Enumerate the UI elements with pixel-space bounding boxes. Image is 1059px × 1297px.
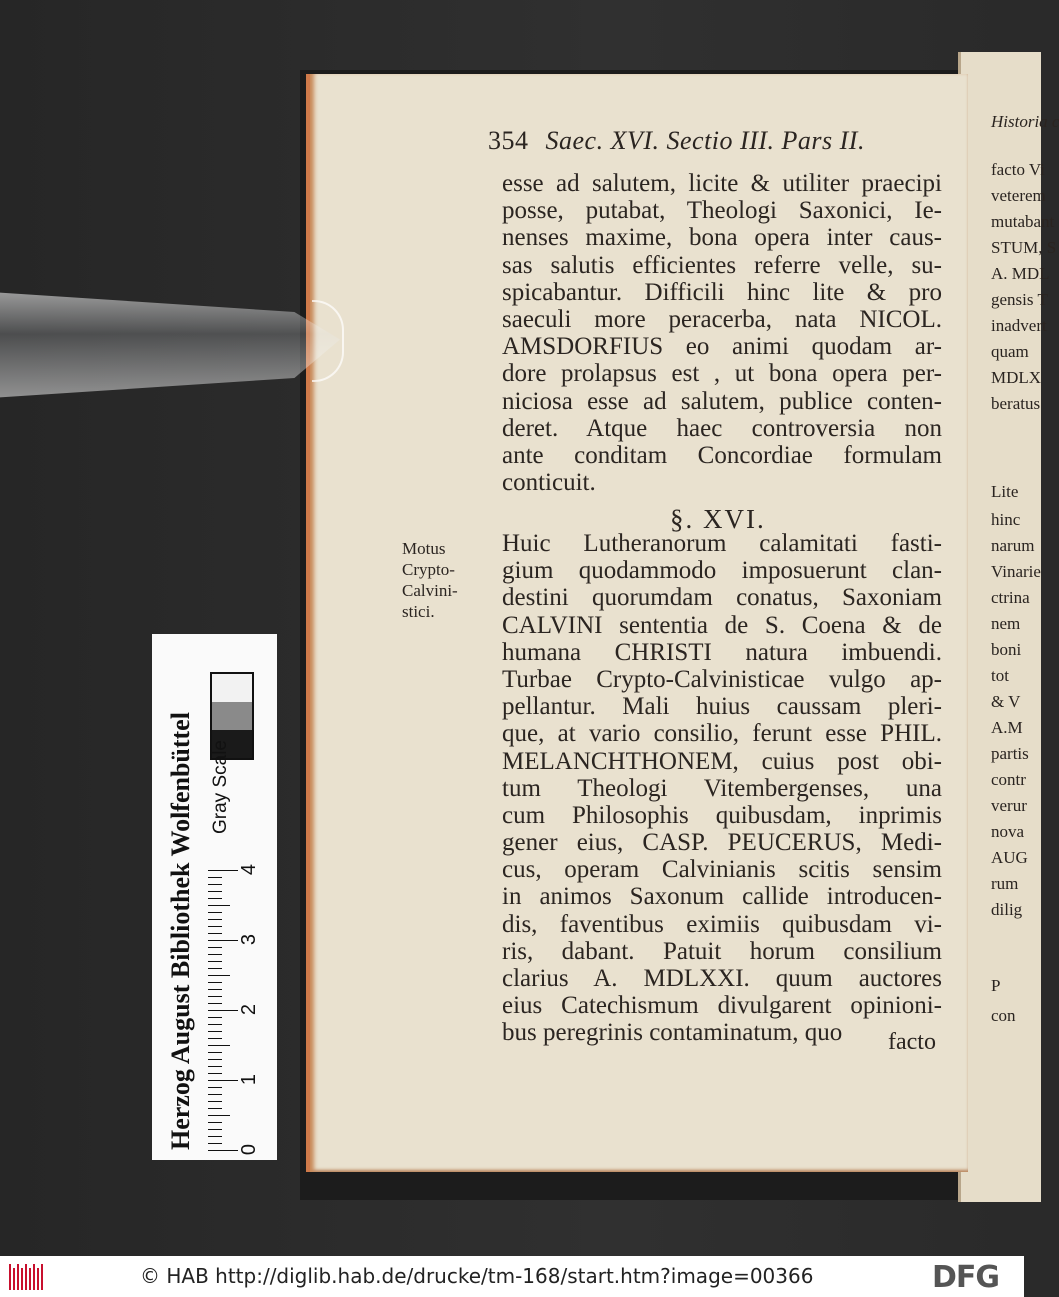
- ruler: [208, 864, 268, 1154]
- logo-bar: [25, 1264, 27, 1290]
- facing-page-fragment: dilig: [991, 900, 1023, 919]
- ruler-number: 3: [238, 933, 261, 946]
- margin-note: [402, 538, 458, 622]
- glass-plate: [0, 290, 340, 400]
- ruler-tick: [208, 989, 222, 990]
- ruler-tick: [208, 1094, 222, 1095]
- logo-bar: [9, 1264, 11, 1290]
- text-line: MELANCHTHONEM, cuius post obi-: [502, 747, 942, 775]
- ruler-tick: [208, 1024, 222, 1025]
- facing-page-fragment: nova: [991, 822, 1025, 841]
- ruler-tick: [208, 1066, 222, 1067]
- facing-page-fragment: con: [991, 1006, 1016, 1025]
- text-line: dis, faventibus eximiis quibusdam vi-: [502, 910, 942, 938]
- facing-page-fragment: ctrina: [991, 588, 1030, 607]
- facing-page-fragment: boni: [991, 640, 1022, 659]
- text-line: cus, operam Calvinianis scitis sensim: [502, 856, 942, 884]
- facing-page: [958, 52, 1059, 1202]
- text-line: spicabantur. Difficili hinc lite & pro: [502, 278, 942, 306]
- ruler-tick: [208, 1031, 222, 1032]
- facing-page-fragment: gensis T: [991, 290, 1048, 309]
- facing-page-fragment: Historia c: [991, 112, 1059, 131]
- text-line: humana CHRISTI natura imbuendi.: [502, 638, 942, 666]
- facing-page-fragment: MDLX: [991, 368, 1042, 387]
- ruler-tick: [208, 1087, 222, 1088]
- text-line: gener eius, CASP. PEUCERUS, Medi-: [502, 829, 942, 857]
- footer-bar: [0, 1256, 1024, 1297]
- facing-page-fragment: quam: [991, 342, 1029, 361]
- facing-page-fragment: nem: [991, 614, 1021, 633]
- ruler-tick: [208, 982, 222, 983]
- facing-page-fragment: facto Vi: [991, 160, 1045, 179]
- text-line: que, at vario consilio, ferunt esse PHIL.: [502, 720, 942, 748]
- text-line: CALVINI sententia de S. Coena & de: [502, 611, 942, 639]
- text-line: tum Theologi Vitembergenses, una: [502, 774, 942, 802]
- logo-bar: [41, 1264, 43, 1290]
- scale-card-title: Herzog August Bibliothek Wolfenbüttel: [166, 712, 195, 1150]
- facing-page-fragment: veterem: [991, 186, 1046, 205]
- ruler-tick: [208, 1080, 238, 1081]
- dfg-logo: DFG: [932, 1260, 1000, 1295]
- ruler-tick: [208, 919, 222, 920]
- ruler-tick: [208, 884, 222, 885]
- text-line: esse ad salutem, licite & utiliter praecipi: [502, 170, 942, 197]
- ruler-tick: [208, 1136, 222, 1137]
- text-block-part2: [502, 530, 942, 1047]
- ruler-tick: [208, 1003, 222, 1004]
- scale-card-subtitle: Gray Scale: [210, 740, 231, 834]
- ruler-tick: [208, 933, 222, 934]
- text-line: pellantur. Mali huius caussam pleri-: [502, 693, 942, 721]
- ruler-tick: [208, 1073, 222, 1074]
- ruler-number: 1: [238, 1073, 261, 1086]
- ruler-tick: [208, 898, 222, 899]
- facing-page-fragment: AUG: [991, 848, 1028, 867]
- ruler-tick: [208, 947, 222, 948]
- text-line: sas salutis efficientes referre velle, su-: [502, 251, 942, 279]
- ruler-tick: [208, 1129, 222, 1130]
- facing-page-fragment: & V: [991, 692, 1021, 711]
- text-block-part1: [502, 170, 942, 496]
- copyright-url[interactable]: © HAB http://diglib.hab.de/drucke/tm-168/start.htm?image=00366: [140, 1264, 814, 1288]
- ruler-number: 4: [238, 863, 261, 876]
- facing-page-fragment: A. MDL: [991, 264, 1050, 283]
- catchword: facto: [888, 1029, 936, 1055]
- ruler-tick: [208, 877, 222, 878]
- margin-note-line: Crypto-: [402, 560, 455, 579]
- facing-page-fragment: partis: [991, 744, 1029, 763]
- logo-bar: [29, 1268, 31, 1290]
- logo-bar: [37, 1268, 39, 1290]
- running-header: [488, 126, 865, 156]
- ruler-tick: [208, 961, 222, 962]
- text-line: ris, dabant. Patuit horum consilium: [502, 937, 942, 965]
- margin-note-line: Calvini-: [402, 581, 458, 600]
- ruler-tick: [208, 975, 230, 976]
- facing-page-fragment: contr: [991, 770, 1026, 789]
- text-line: Turbae Crypto-Calvinisticae vulgo ap-: [502, 665, 942, 693]
- ruler-tick: [208, 1122, 222, 1123]
- ruler-tick: [208, 1101, 222, 1102]
- text-line: dore prolapsus est , ut bona opera per-: [502, 360, 942, 388]
- text-line: AMSDORFIUS eo animi quodam ar-: [502, 333, 942, 361]
- ruler-tick: [208, 996, 222, 997]
- facing-page-fragment: inadvert: [991, 316, 1047, 335]
- text-line: gium quodammodo imposuerunt clan-: [502, 557, 942, 585]
- facing-page-fragment: rum: [991, 874, 1019, 893]
- facing-page-fragment: hinc: [991, 510, 1021, 529]
- facing-page-fragment: narum: [991, 536, 1035, 555]
- facing-page-fragment: A.M: [991, 718, 1023, 737]
- facing-page-fragment: Vinarie: [991, 562, 1041, 581]
- facing-page-fragment: mutabant: [991, 212, 1055, 231]
- text-line: in animos Saxonum callide introducen-: [502, 883, 942, 911]
- ruler-tick: [208, 1017, 222, 1018]
- ruler-tick: [208, 870, 238, 871]
- text-line: saeculi more peracerba, nata NICOL.: [502, 305, 942, 333]
- text-line: deret. Atque haec controversia non: [502, 414, 942, 442]
- ruler-tick: [208, 1059, 222, 1060]
- margin-note-line: Motus: [402, 539, 446, 558]
- facing-page-fragment: P: [991, 976, 1001, 995]
- ruler-tick: [208, 1115, 230, 1116]
- ruler-tick: [208, 1150, 238, 1151]
- ruler-tick: [208, 1010, 238, 1011]
- logo-bar: [13, 1268, 15, 1290]
- book-page: [306, 74, 968, 1172]
- logo-bar: [17, 1264, 19, 1290]
- ruler-tick: [208, 1038, 222, 1039]
- ruler-tick: [208, 926, 222, 927]
- text-line: cum Philosophis quibusdam, inprimis: [502, 801, 942, 829]
- ruler-number: 2: [238, 1003, 261, 1016]
- facing-page-fragment: beratus: [991, 394, 1041, 413]
- gray-scale-card: [152, 634, 277, 1160]
- text-line: destini quorumdam conatus, Saxoniam: [502, 584, 942, 612]
- text-line: clarius A. MDLXXI. quum auctores: [502, 965, 942, 992]
- ruler-tick: [208, 891, 222, 892]
- logo-bar: [33, 1264, 35, 1290]
- facing-page-fragment: verur: [991, 796, 1027, 815]
- text-line: posse, putabat, Theologi Saxonici, Ie-: [502, 197, 942, 225]
- text-line: ante conditam Concordiae formulam: [502, 441, 942, 469]
- logo-bar: [21, 1268, 23, 1290]
- text-line: Huic Lutheranorum calamitati fasti-: [502, 530, 942, 557]
- facing-page-fragment: Lite: [991, 482, 1019, 501]
- facing-page-fragment: STUM, S: [991, 238, 1057, 257]
- ruler-tick: [208, 912, 222, 913]
- ruler-tick: [208, 1108, 222, 1109]
- ruler-number: 0: [238, 1143, 261, 1156]
- facing-page-fragment: tot: [991, 666, 1009, 685]
- running-title: Saec. XVI. Sectio III. Pars II.: [545, 126, 865, 155]
- margin-note-line: stici.: [402, 602, 435, 621]
- ruler-tick: [208, 1143, 222, 1144]
- ruler-tick: [208, 968, 222, 969]
- ruler-tick: [208, 1045, 230, 1046]
- text-line: bus peregrinis contaminatum, quo: [502, 1019, 843, 1047]
- ruler-tick: [208, 1052, 222, 1053]
- text-line: nenses maxime, bona opera inter caus-: [502, 224, 942, 252]
- section-heading: §. XVI.: [670, 504, 766, 534]
- ruler-tick: [208, 905, 230, 906]
- hab-logo-icon: [8, 1264, 46, 1290]
- page-number: 354: [488, 126, 529, 155]
- ruler-tick: [208, 954, 222, 955]
- text-line: eius Catechismum divulgarent opinioni-: [502, 992, 942, 1020]
- text-line: niciosa esse ad salutem, publice conten-: [502, 387, 942, 415]
- ruler-tick: [208, 940, 238, 941]
- text-line: conticuit.: [502, 469, 596, 497]
